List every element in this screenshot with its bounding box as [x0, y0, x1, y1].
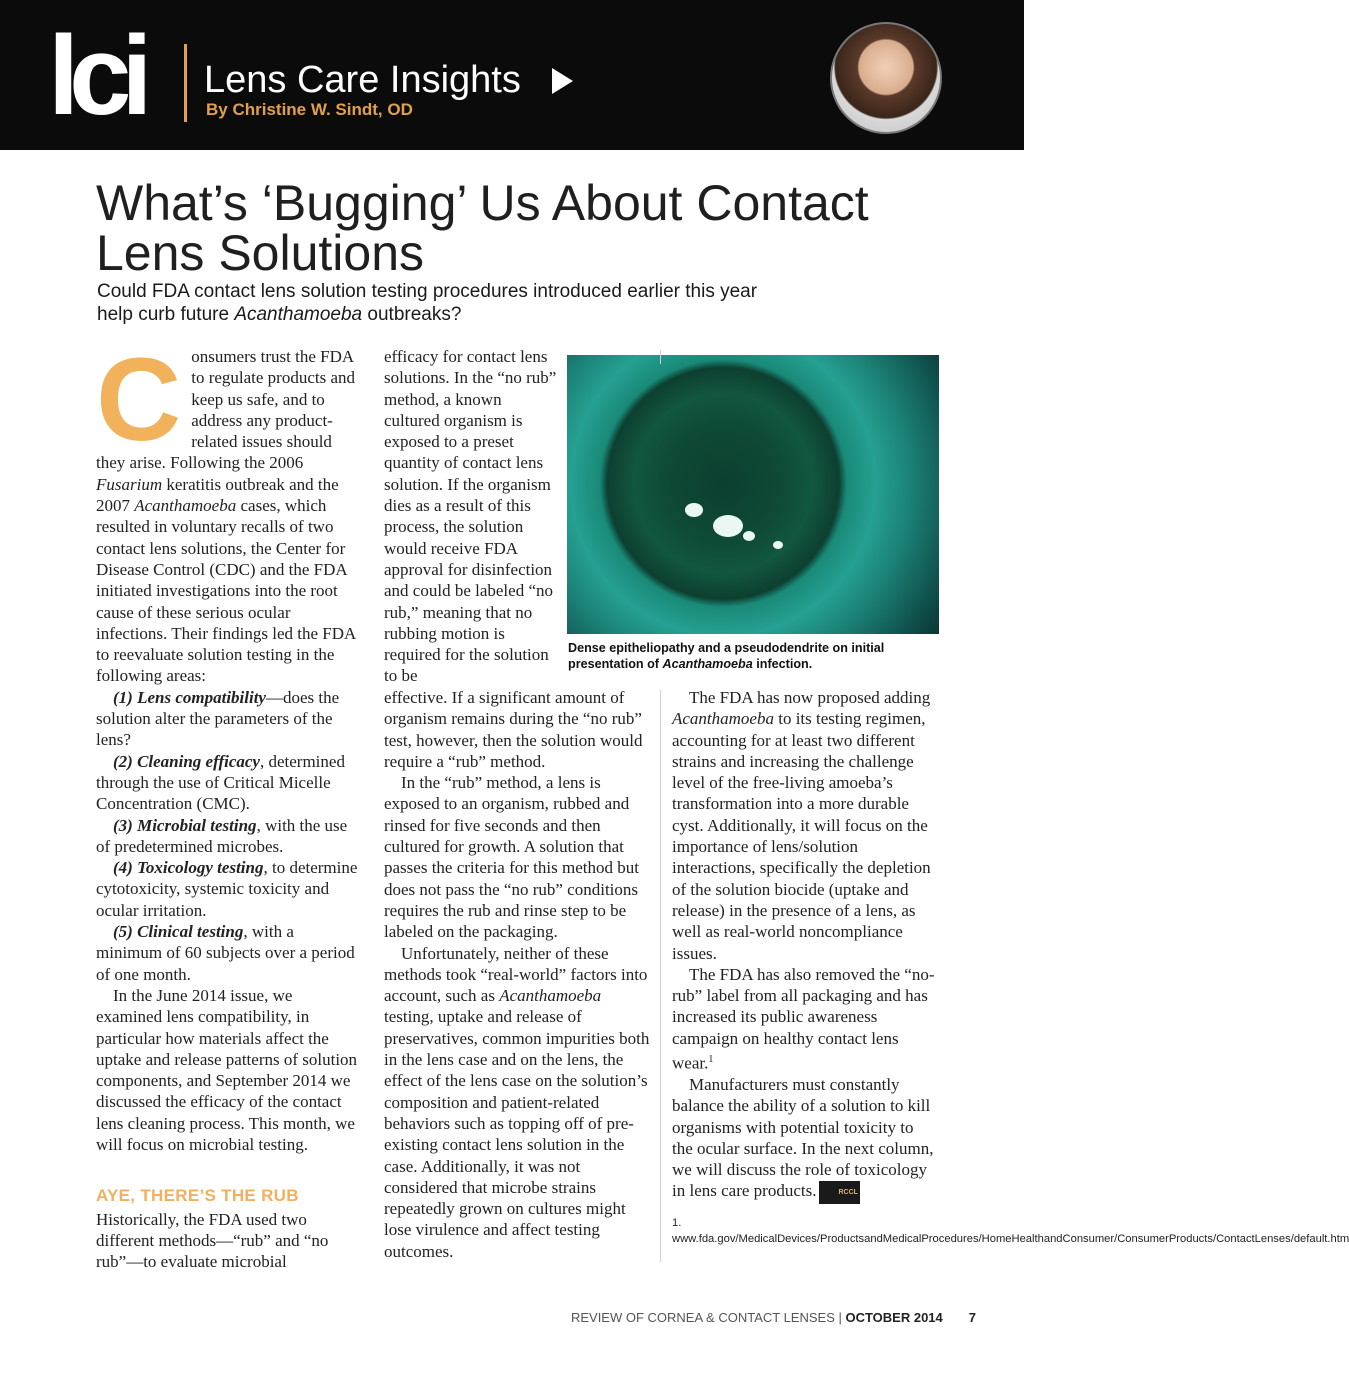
- list-item-text: , with a minimum of 60 subjects over a period of one month.: [96, 922, 355, 984]
- byline: By Christine W. Sindt, OD: [206, 100, 413, 119]
- deck-organism: Acanthamoeba: [234, 304, 363, 325]
- deck-line-1: Could FDA contact lens solution testing procedures introduced earlier this year: [97, 281, 758, 302]
- deck-line-2-end: outbreaks?: [362, 304, 462, 325]
- list-item-microbial-testing: [96, 815, 362, 858]
- drop-cap: C: [96, 334, 182, 466]
- body-paragraph: [672, 687, 938, 964]
- article-deck: [97, 280, 897, 326]
- page-number: 7: [968, 1310, 976, 1325]
- body-paragraph: [672, 1074, 938, 1204]
- column-3: [672, 687, 938, 1204]
- body-organism: Acanthamoeba: [672, 709, 774, 729]
- body-text: Unfortunately, neither of these methods took “real-world” factors into account, such as: [384, 943, 648, 1006]
- intro-fusarium: Fusarium: [96, 474, 163, 494]
- publication-name: REVIEW OF CORNEA & CONTACT LENSES |: [570, 1310, 846, 1325]
- list-item-lens-compatibility: [96, 687, 362, 751]
- body-paragraph: efficacy for contact lens solutions. In the “no rub” method, a known cultured organism is exposed to a preset quantity of contact lens solution. If the organism dies as a result of this process, the solution would receive FDA approval for disinfection and could be labeled “no rub,” meaning that no rubbing motion is required for the solution to be: [384, 347, 557, 686]
- column-rule: [660, 690, 661, 1262]
- body-paragraph: [672, 964, 938, 1074]
- list-item-lead: (3) Microbial testing: [113, 815, 257, 835]
- series-title: Lens Care Insights: [204, 59, 521, 101]
- list-item-lead: (5) Clinical testing: [113, 922, 244, 942]
- body-text: testing, uptake and release of preservatives, common impurities both in the lens case and on the lens, the effect of the lens case on the solution’s composition and patient-related behaviors such as topping off of pre-existing contact lens solution in the case. Additionally, it was not considered that microbe strains repeatedly grown on cultures might lose virulence and affect testing outcomes.: [384, 1007, 650, 1261]
- body-text: The FDA has also removed the “no-rub” label from all packaging and has increased its public awareness campaign on healthy contact lens wear.: [672, 964, 935, 1073]
- intro-text-c: cases, which resulted in voluntary recalls of two contact lens solutions, the Center for Disease Control (CDC) and the FDA initiated investigations into the root cause of these serious ocular infections. Their findings led the FDA to reevaluate solution testing in the following areas:: [96, 496, 356, 686]
- footnote-reference[interactable]: 1. www.fda.gov/MedicalDevices/ProductsandMedicalProcedures/HomeHealthandConsumer/ConsumerProducts/ContactLenses/default.htm: [672, 1217, 1349, 1245]
- issue-date: OCTOBER 2014: [845, 1310, 943, 1325]
- body-paragraph: Historically, the FDA used two different methods—“rub” and “no rub”—to evaluate microbial: [96, 1209, 329, 1272]
- body-text: to its testing regimen, accounting for at least two different strains and increasing the challenge level of the free-living amoeba’s transformation into a more durable cyst. Additionally, it will focus on the importance of lens/solution interactions, specifically the depletion of the solution biocide (uptake and release) in the presence of a lens, as well as real-world noncompliance issues.: [672, 709, 931, 963]
- play-arrow-icon: [552, 68, 573, 94]
- caption-organism: Acanthamoeba: [662, 657, 753, 671]
- body-text: Manufacturers must constantly balance the ability of a solution to kill organisms with potential toxicity to the ocular surface. In the next column, we will discuss the role of toxicology in lens care products.: [672, 1075, 934, 1201]
- list-item-lead: (1) Lens compatibility: [113, 687, 266, 707]
- caption-text-b: infection.: [752, 657, 813, 671]
- body-text: The FDA has now proposed adding: [689, 688, 931, 707]
- page-footer: [571, 1310, 976, 1325]
- body-paragraph: [384, 943, 650, 1262]
- column-rule: [660, 350, 661, 364]
- list-item-cleaning-efficacy: [96, 751, 362, 815]
- body-organism: Acanthamoeba: [499, 986, 602, 1006]
- corneal-reflection: [773, 541, 783, 549]
- figure-caption: [568, 640, 946, 672]
- list-item-text: , determined through the use of Critical Micelle Concentration (CMC).: [96, 751, 345, 814]
- list-item-lead: (4) Toxicology testing: [113, 858, 264, 878]
- column-2-top: [384, 346, 558, 687]
- corneal-reflection: [743, 531, 755, 541]
- list-item-toxicology-testing: [96, 857, 362, 921]
- list-item-lead: (2) Cleaning efficacy: [113, 751, 260, 771]
- section-subhead: AYE, THERE’S THE RUB: [96, 1186, 299, 1206]
- eye-photo: [567, 355, 939, 634]
- author-photo: [830, 22, 942, 134]
- intro-text-b: keratitis outbreak and the 2007: [96, 474, 339, 516]
- end-mark-icon: RCCL: [819, 1181, 859, 1204]
- deck-line-2-start: help curb future: [97, 304, 235, 325]
- corneal-reflection: [713, 515, 743, 537]
- header-banner: [0, 0, 1024, 150]
- body-paragraph: effective. If a significant amount of organism remains during the “no rub” test, however, then the solution would require a “rub” method.: [384, 688, 643, 771]
- corneal-reflection: [685, 503, 703, 517]
- article-headline: What’s ‘Bugging’ Us About Contact Lens Solutions: [96, 175, 869, 281]
- lci-logo: lci: [48, 13, 143, 138]
- caption-text-a: Dense epitheliopathy and a pseudodendrite on initial presentation of: [568, 641, 885, 671]
- list-item-text: , to determine cytotoxicity, systemic toxicity and ocular irritation.: [96, 858, 358, 920]
- body-paragraph: In the June 2014 issue, we examined lens compatibility, in particular how materials affect the uptake and release patterns of solution components, and September 2014 we discussed the efficacy of the contact lens cleaning process. This month, we will focus on microbial testing.: [96, 985, 358, 1154]
- intro-text-a: onsumers trust the FDA to regulate products and keep us safe, and to address any product-related issues should they arise. Following the 2006: [96, 347, 356, 473]
- list-item-text: , with the use of predetermined microbes.: [96, 815, 348, 856]
- logo-divider: [184, 44, 187, 122]
- column-1: [96, 334, 362, 1272]
- footnote-marker: 1: [708, 1054, 714, 1066]
- list-item-clinical-testing: [96, 921, 362, 985]
- intro-acanthamoeba: Acanthamoeba: [134, 496, 237, 516]
- body-paragraph: In the “rub” method, a lens is exposed to an organism, rubbed and rinsed for five seconds and then cultured for growth. A solution that passes the criteria for this method but does not pass the “no rub” conditions requires the rub and rinse step to be labeled on the packaging.: [384, 773, 639, 942]
- column-2: [384, 687, 650, 1262]
- list-item-text: —does the solution alter the parameters of the lens?: [96, 687, 340, 750]
